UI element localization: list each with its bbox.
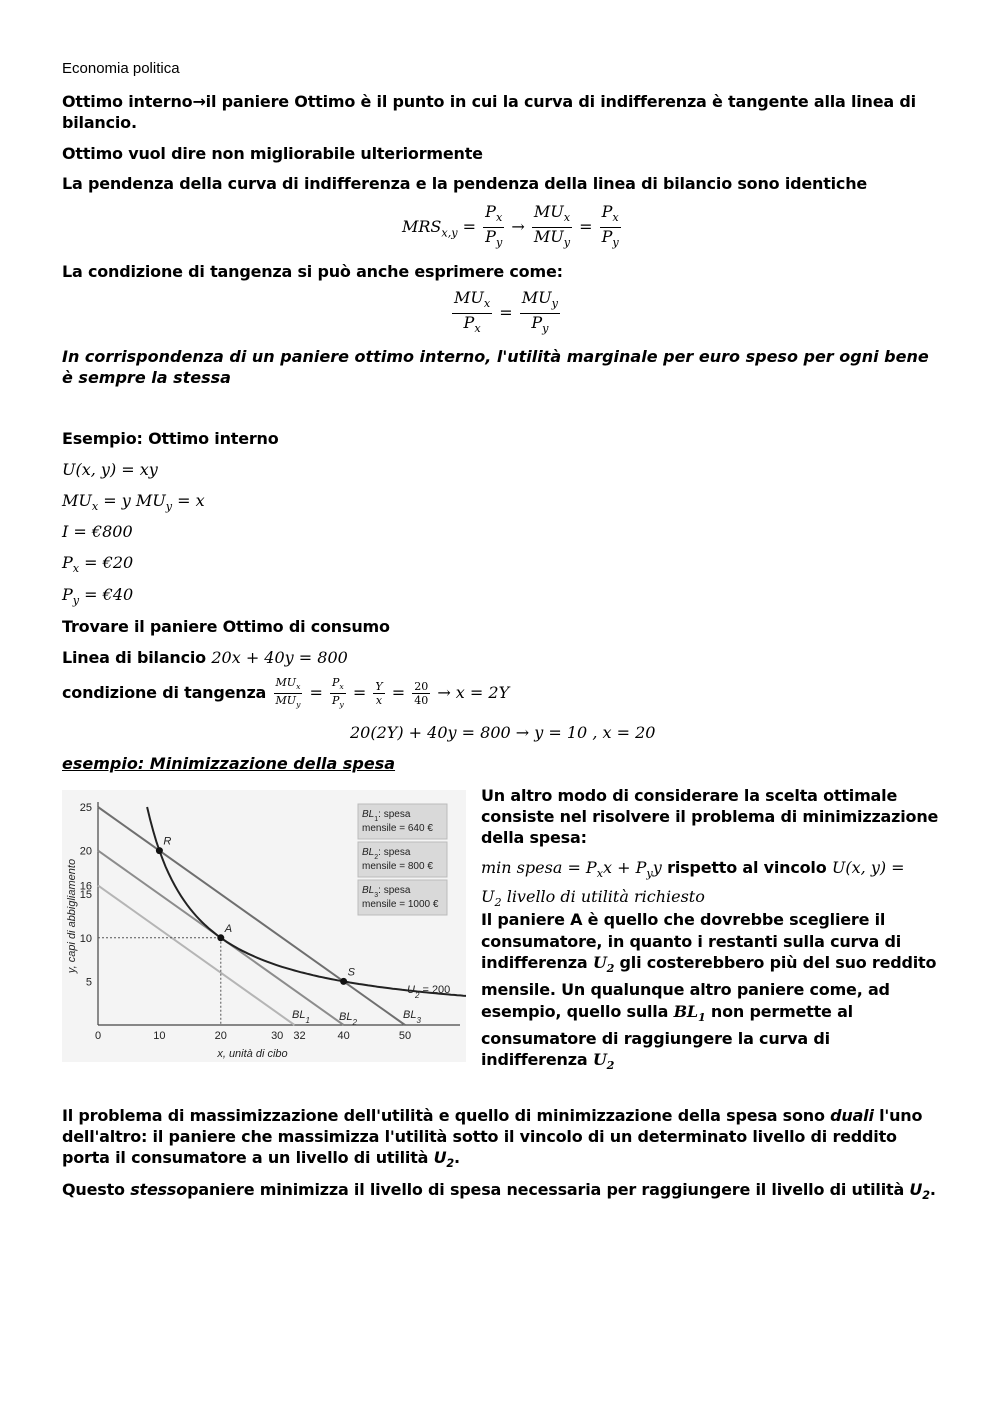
- point-r: [156, 847, 163, 854]
- tangency-condition: condizione di tangenza $\frac{MU_x}{MU_y}$ = $\frac{P_x}{P_y}$ = $\frac{Y}{x}$ = $\frac{20}{40}$ → x = 2Y: [62, 676, 510, 710]
- x-tick-label: 10: [153, 1030, 166, 1042]
- equation-mrs: $MRS_{x,y}$ = $\frac{P_x}{P_y}$ → $\frac{MU_x}{MU_y}$ = $\frac{P_x}{P_y}$: [402, 202, 619, 250]
- legend-line1: $BL_3$: spesa: [362, 885, 411, 899]
- paragraph-tangenza: La condizione di tangenza si può anche esprimere come:: [62, 262, 563, 281]
- y-tick-label: 25: [79, 802, 92, 814]
- legend-line2: mensile = 640 €: [362, 823, 433, 834]
- y-tick-label: 16: [79, 880, 92, 893]
- find-title: Trovare il paniere Ottimo di consumo: [62, 617, 390, 636]
- income: I = €800: [62, 522, 133, 541]
- legend-line1: $BL_2$: spesa: [362, 847, 411, 861]
- example2-title: esempio: Minimizzazione della spesa: [62, 754, 396, 773]
- solution-equation: 20(2Y) + 40y = 800 → y = 10 , x = 20: [350, 723, 656, 742]
- point-s: [340, 978, 347, 985]
- paragraph-marginal-utility: In corrispondenza di un paniere ottimo interno, l'utilità marginale per euro speso per ogni bene è sempre la stessa: [62, 347, 929, 387]
- marginal-utilities: $MU_x = y$ $MU_y = x$: [62, 491, 205, 514]
- x-tick-label: 0: [94, 1030, 102, 1042]
- x-axis-label: x, unità di cibo: [217, 1048, 288, 1060]
- legend-line2: mensile = 800 €: [362, 861, 433, 872]
- y-tick-label: 20: [79, 845, 92, 858]
- series-label-bl3: $BL_3$: [403, 1009, 421, 1025]
- paragraph-ottimo-interno: Ottimo interno→il paniere Ottimo è il punto in cui la curva di indifferenza è tangente alla linea di bilancio.: [62, 92, 916, 132]
- x-tick-label: 50: [398, 1030, 412, 1042]
- x-tick-label: 32: [293, 1030, 306, 1042]
- legend-line1: $BL_1$: spesa: [362, 809, 411, 823]
- point-label-r: R: [163, 835, 172, 848]
- budget-line: Linea di bilancio 20x + 40y = 800: [62, 648, 348, 667]
- series-label-u2-200: $U_2 = 200$: [407, 984, 451, 1000]
- budget-line-bl1: [98, 885, 294, 1025]
- bottom-paragraph-duality: Il problema di massimizzazione dell'utilità e quello di minimizzazione della spesa sono duali l'uno dell'altro: il paniere che massimizza l'utilità sotto il vincolo di un determinato livello di reddito porta il consumatore a un livello di utilità $U_2$.: [62, 1106, 923, 1171]
- series-label-bl2: $BL_2$: [339, 1011, 357, 1027]
- x-tick-label: 40: [337, 1030, 350, 1042]
- paragraph-pendenza: La pendenza della curva di indifferenza e la pendenza della linea di bilancio sono identiche: [62, 174, 868, 193]
- legend-line2: mensile = 1000 €: [362, 899, 439, 910]
- example-title: Esempio: Ottimo interno: [62, 429, 279, 448]
- right-paragraph-basket-a: Il paniere A è quello che dovrebbe scegliere il consumatore, in quanto i restanti sulla curva di indifferenza $U_2$ gli costerebbero più del suo reddito mensile. Un qualunque altro paniere come, ad esempio, quello sulla $BL_1$ non permette al consumatore di raggiungere la curva di indifferenza $U_2$: [481, 910, 937, 1073]
- series-label-bl1: $BL_1$: [292, 1009, 310, 1025]
- right-paragraph-intro: Un altro modo di considerare la scelta ottimale consiste nel risolvere il problema di minimizzazione della spesa:: [481, 786, 939, 847]
- y-tick-label: 10: [79, 932, 92, 945]
- chart-svg: [62, 790, 466, 1062]
- price-x: $P_x$ = €20: [62, 553, 134, 576]
- x-tick-label: 30: [271, 1030, 284, 1042]
- utility-function: U(x, y) = xy: [62, 460, 158, 479]
- y-tick-label: 5: [85, 976, 92, 989]
- point-label-s: S: [347, 966, 355, 979]
- price-y: $P_y$ = €40: [62, 585, 134, 608]
- point-a: [217, 934, 224, 941]
- y-tick-label: 15: [79, 889, 92, 902]
- x-tick-label: 20: [214, 1030, 227, 1042]
- paragraph-ottimo-meaning: Ottimo vuol dire non migliorabile ulteriormente: [62, 144, 483, 163]
- equation-mu-per-price: $\frac{MU_x}{P_x}$ = $\frac{MU_y}{P_y}$: [454, 288, 558, 336]
- budget-line-bl3: [98, 807, 405, 1025]
- y-axis-label: y, capi di abbigliamento: [66, 858, 78, 974]
- document-header: Economia politica: [62, 60, 180, 77]
- figure-expenditure-minimization: [62, 790, 466, 1062]
- min-problem: min spesa = $P_xx + P_yy$ rispetto al vincolo U(x, y) = $U_2$ livello di utilità richiesto: [481, 858, 905, 910]
- bottom-paragraph-same-basket: Questo stessopaniere minimizza il livello di spesa necessaria per raggiungere il livello di utilità $U_2$.: [62, 1180, 936, 1203]
- point-label-a: A: [224, 922, 233, 935]
